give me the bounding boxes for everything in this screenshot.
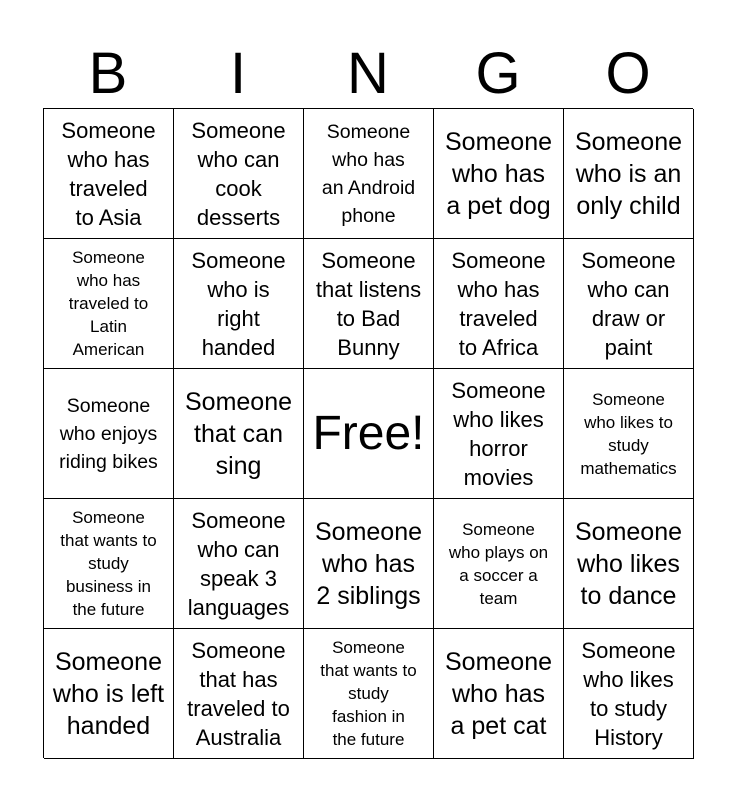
bingo-cell-r4-c4[interactable] [434, 499, 564, 629]
bingo-cell-r1-c1[interactable] [44, 109, 174, 239]
header-letter-o: O [605, 41, 651, 106]
bingo-cell-r5-c3[interactable] [304, 629, 434, 759]
bingo-cell-text: Someone who likes to study mathematics [580, 389, 677, 478]
bingo-cell-text: Someone who enjoys riding bikes [59, 394, 158, 473]
bingo-cell-text: Someone that listens to Bad Bunny [315, 247, 422, 360]
bingo-cell-r5-c5[interactable] [564, 629, 694, 759]
bingo-cell-r2-c4[interactable] [434, 239, 564, 369]
bingo-cell-text: Someone who likes horror movies [451, 377, 546, 490]
bingo-cell-r5-c1[interactable] [44, 629, 174, 759]
bingo-cell-r1-c4[interactable] [434, 109, 564, 239]
bingo-cell-text: Someone who has traveled to Latin American [68, 248, 149, 359]
bingo-card-grid [43, 108, 693, 758]
bingo-cell-r5-c2[interactable] [174, 629, 304, 759]
bingo-cell-r2-c5[interactable] [564, 239, 694, 369]
bingo-cell-r3-c1[interactable] [44, 369, 174, 499]
bingo-cell-text: Someone who can cook desserts [191, 117, 286, 230]
bingo-cell-r1-c3[interactable] [304, 109, 434, 239]
bingo-cell-text: Someone who has a pet dog [444, 127, 553, 220]
bingo-cell-r2-c2[interactable] [174, 239, 304, 369]
header-letter-n: N [347, 41, 389, 106]
header-letter-i: I [229, 41, 247, 106]
bingo-cell-r3-c2[interactable] [174, 369, 304, 499]
bingo-cell-text: Someone who has an Android phone [321, 120, 416, 227]
bingo-cell-text: Someone who plays on a soccer a team [448, 519, 549, 608]
header-letter-b: B [88, 41, 128, 106]
bingo-cell-r1-c2[interactable] [174, 109, 304, 239]
bingo-cell-text: Someone who likes to dance [574, 517, 683, 610]
bingo-cell-text: Someone that wants to study fashion in the future [320, 638, 417, 749]
bingo-cell-text: Someone who can draw or paint [581, 247, 676, 360]
bingo-cell-text: Someone who has traveled to Africa [451, 247, 546, 360]
bingo-cell-text: Someone who is right handed [191, 247, 286, 360]
bingo-cell-r4-c3[interactable] [304, 499, 434, 629]
bingo-cell-text: Someone that has traveled to Australia [187, 637, 290, 750]
header-letter-g: G [475, 41, 521, 106]
bingo-cell-text: Someone who can speak 3 languages [187, 507, 290, 620]
bingo-cell-r5-c4[interactable] [434, 629, 564, 759]
bingo-cell-r3-c5[interactable] [564, 369, 694, 499]
bingo-cell-text: Someone who likes to study History [581, 637, 676, 750]
bingo-cell-text: Someone who has 2 siblings [314, 517, 423, 610]
bingo-cell-text: Someone that wants to study business in the future [60, 508, 157, 619]
bingo-cell-text: Someone who has traveled to Asia [61, 117, 156, 230]
bingo-cell-r4-c2[interactable] [174, 499, 304, 629]
bingo-cell-text: Someone who has a pet cat [444, 647, 553, 740]
bingo-header [43, 40, 693, 108]
bingo-cell-text: Someone who is an only child [574, 127, 683, 220]
bingo-free-space[interactable] [304, 369, 434, 499]
bingo-cell-r2-c1[interactable] [44, 239, 174, 369]
bingo-cell-text: Someone that can sing [184, 387, 293, 480]
bingo-cell-r1-c5[interactable] [564, 109, 694, 239]
bingo-cell-r2-c3[interactable] [304, 239, 434, 369]
bingo-cell-r3-c4[interactable] [434, 369, 564, 499]
bingo-cell-r4-c5[interactable] [564, 499, 694, 629]
free-space-label: Free! [312, 406, 425, 460]
bingo-cell-r4-c1[interactable] [44, 499, 174, 629]
bingo-cell-text: Someone who is left handed [52, 647, 165, 740]
